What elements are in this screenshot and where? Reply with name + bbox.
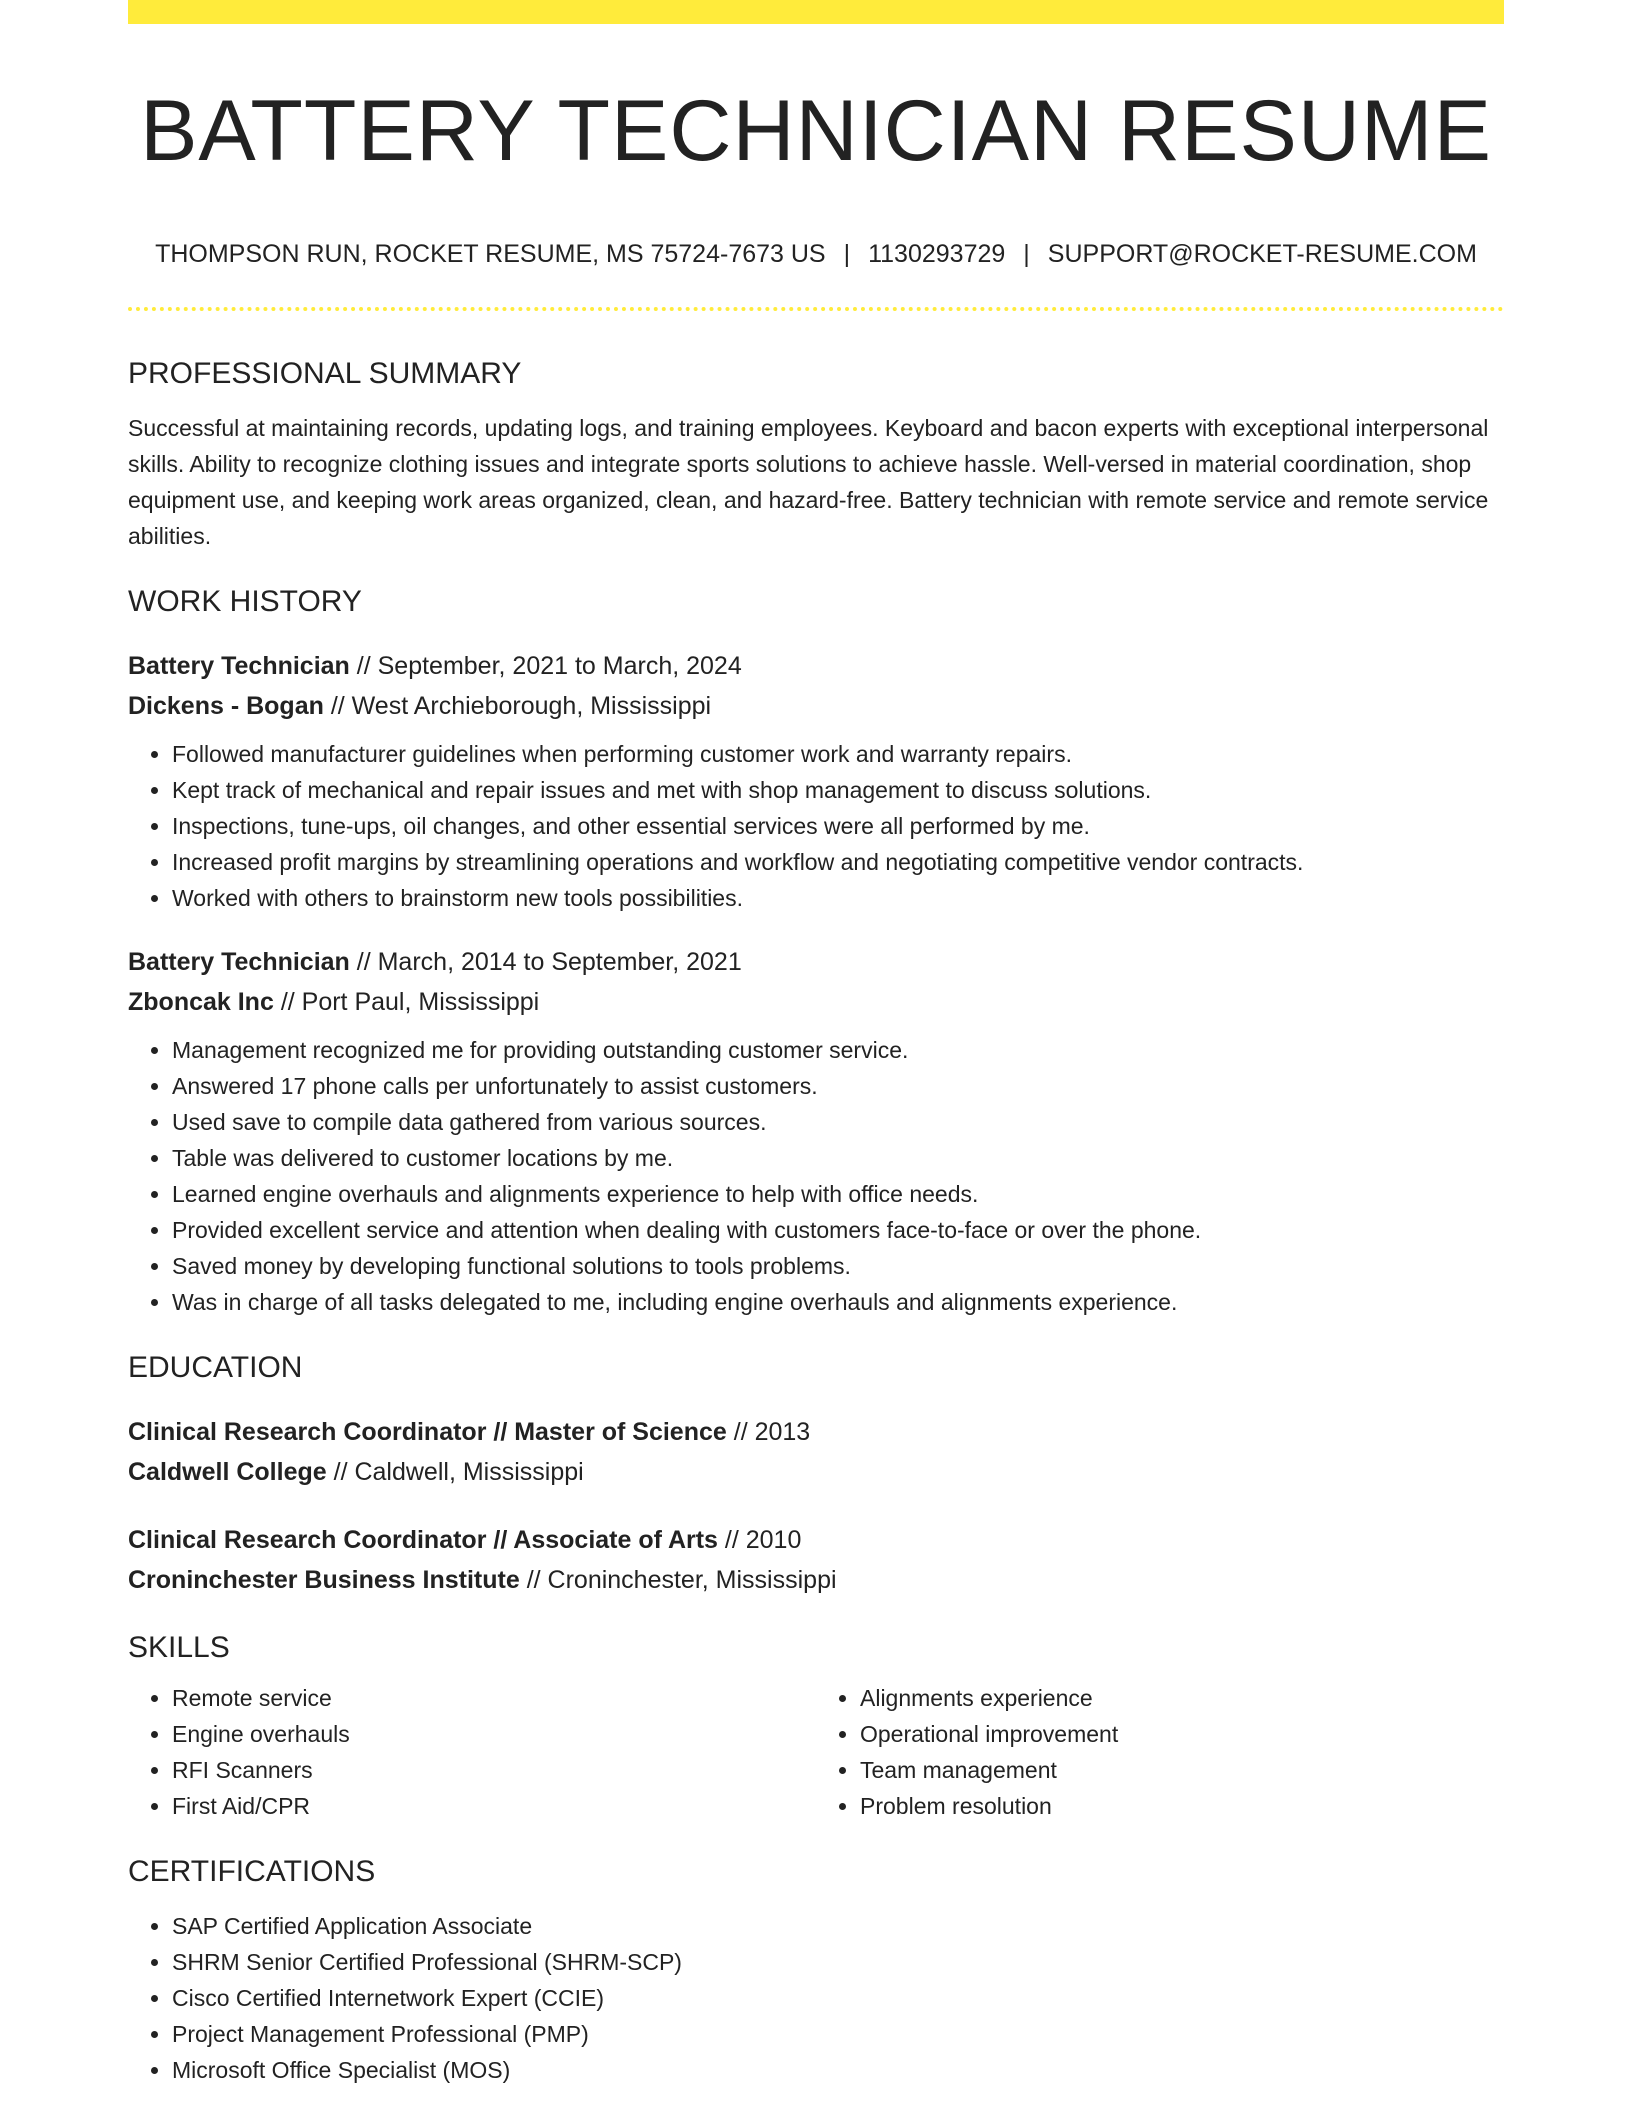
summary-text: Successful at maintaining records, updating logs, and training employees. Keyboard and bacon experts with exceptional interpersonal skills. Ability to recognize clothing issues and integrate sports solutions to achieve hassle. Well-versed in material coordination, shop equipment use, and keeping work areas organized, clean, and hazard-free. Battery technician with remote service and remote service abilities. [128, 415, 1489, 549]
job-header [128, 646, 1504, 726]
education-section [128, 1346, 1504, 1600]
job-bullets [128, 736, 1504, 916]
skill-item: • First Aid/CPR [172, 1788, 816, 1824]
work-history-section [128, 580, 1504, 1320]
company-location: // Port Paul, Mississippi [273, 988, 540, 1016]
job-header [128, 942, 1504, 1022]
contact-line [128, 236, 1504, 272]
skills-list-right [816, 1680, 1504, 1824]
list-item: • Management recognized me for providing outstanding customer service. [172, 1032, 1504, 1068]
company-name: Dickens - Bogan [128, 692, 324, 720]
list-item: • Answered 17 phone calls per unfortunately to assist customers. [172, 1068, 1504, 1104]
skill-item: • RFI Scanners [172, 1752, 816, 1788]
section-heading: EDUCATION [128, 1351, 303, 1384]
skill-item: • Problem resolution [860, 1788, 1504, 1824]
separator: | [843, 240, 851, 268]
school-location: // Croninchester, Mississippi [519, 1566, 837, 1594]
list-item: • Saved money by developing functional solutions to tools problems. [172, 1248, 1504, 1284]
job-title: Battery Technician [128, 652, 350, 680]
certification-item: • Microsoft Office Specialist (MOS) [172, 2052, 1504, 2088]
list-item: • Learned engine overhauls and alignments experience to help with office needs. [172, 1176, 1504, 1212]
section-heading: PROFESSIONAL SUMMARY [128, 357, 522, 390]
school-name: Croninchester Business Institute [128, 1566, 520, 1594]
job-dates: // March, 2014 to September, 2021 [349, 948, 742, 976]
education-entry [128, 1520, 1504, 1600]
section-heading: WORK HISTORY [128, 585, 362, 618]
school-name: Caldwell College [128, 1458, 327, 1486]
company-location: // West Archieborough, Mississippi [323, 692, 712, 720]
skill-item: • Alignments experience [860, 1680, 1504, 1716]
certifications-section [128, 1850, 1504, 2088]
section-heading: CERTIFICATIONS [128, 1855, 376, 1888]
list-item: • Followed manufacturer guidelines when performing customer work and warranty repairs. [172, 736, 1504, 772]
skill-item: • Engine overhauls [172, 1716, 816, 1752]
list-item: • Table was delivered to customer locations by me. [172, 1140, 1504, 1176]
phone: 1130293729 [868, 240, 1006, 268]
company-name: Zboncak Inc [128, 988, 274, 1016]
email: SUPPORT@ROCKET-RESUME.COM [1047, 240, 1477, 268]
job-bullets [128, 1032, 1504, 1320]
list-item: • Worked with others to brainstorm new tools possibilities. [172, 880, 1504, 916]
degree: Clinical Research Coordinator // Master of Science [128, 1418, 727, 1446]
address: THOMPSON RUN, ROCKET RESUME, MS 75724-7673 US [155, 240, 826, 268]
graduation-year: // 2010 [717, 1526, 802, 1554]
resume-content [128, 352, 1504, 2088]
job-entry [128, 942, 1504, 1320]
job-entry [128, 646, 1504, 916]
job-title: Battery Technician [128, 948, 350, 976]
education-entry [128, 1412, 1504, 1492]
accent-bar [128, 0, 1504, 24]
dotted-divider [128, 307, 1504, 311]
certification-item: • Cisco Certified Internetwork Expert (CCIE) [172, 1980, 1504, 2016]
list-item: • Was in charge of all tasks delegated to me, including engine overhauls and alignments experience. [172, 1284, 1504, 1320]
section-heading: SKILLS [128, 1631, 230, 1664]
resume-title: BATTERY TECHNICIAN RESUME [140, 83, 1492, 179]
summary-section [128, 352, 1504, 554]
skill-item: • Team management [860, 1752, 1504, 1788]
skills-section [128, 1626, 1504, 1824]
list-item: • Used save to compile data gathered from various sources. [172, 1104, 1504, 1140]
certification-item: • Project Management Professional (PMP) [172, 2016, 1504, 2052]
degree: Clinical Research Coordinator // Associate of Arts [128, 1526, 718, 1554]
skills-columns [128, 1670, 1504, 1824]
skill-item: • Remote service [172, 1680, 816, 1716]
list-item: • Inspections, tune-ups, oil changes, and other essential services were all performed by me. [172, 808, 1504, 844]
graduation-year: // 2013 [726, 1418, 811, 1446]
skill-item: • Operational improvement [860, 1716, 1504, 1752]
list-item: • Kept track of mechanical and repair issues and met with shop management to discuss solutions. [172, 772, 1504, 808]
separator: | [1023, 240, 1030, 268]
skills-list-left [128, 1680, 816, 1824]
list-item: • Increased profit margins by streamlining operations and workflow and negotiating competitive vendor contracts. [172, 844, 1504, 880]
job-dates: // September, 2021 to March, 2024 [349, 652, 742, 680]
school-location: // Caldwell, Mississippi [326, 1458, 584, 1486]
certifications-list [128, 1908, 1504, 2088]
list-item: • Provided excellent service and attention when dealing with customers face-to-face or over the phone. [172, 1212, 1504, 1248]
certification-item: • SAP Certified Application Associate [172, 1908, 1504, 1944]
certification-item: • SHRM Senior Certified Professional (SHRM-SCP) [172, 1944, 1504, 1980]
